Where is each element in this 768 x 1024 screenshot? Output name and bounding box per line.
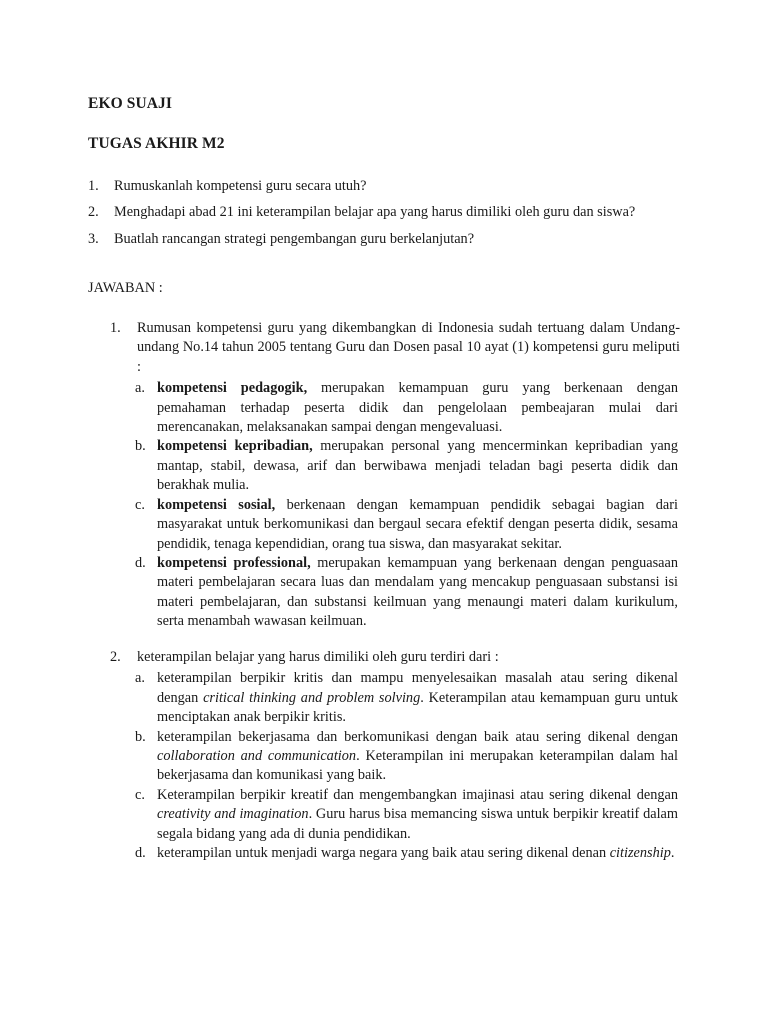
answer-subitem (135, 437, 680, 495)
question-list (88, 177, 680, 249)
section-spacer (110, 632, 680, 648)
subitem-description: merupakan personal yang mencerminkan kepribadian yang mantap, stabil, dewasa, arif dan berwibawa menjadi teladan bagi peserta didik dan berakhak mulia. (157, 438, 678, 494)
subitem-marker: c. (135, 786, 145, 803)
answer-subitem (135, 844, 680, 863)
subitem-description: merupakan kemampuan guru yang berkenaan dengan pemahaman terhadap peserta didik dan pengelolaan pembeajaran mulai dari merencanakan, melaksanakan sampai dengan mengevaluasi. (157, 380, 678, 435)
subitem-term-italic: collaboration and communication (157, 747, 357, 764)
answer-item (110, 319, 680, 377)
subitem-text (157, 437, 678, 495)
subitem-tail: . (670, 845, 675, 862)
answer-item (110, 648, 680, 667)
question-marker: 1. (88, 178, 99, 194)
document-subtitle: TUGAS AKHIR M2 (88, 134, 225, 152)
subitem-term: kompetensi professional, (157, 555, 311, 571)
question-item (88, 177, 680, 196)
question-text: Rumuskanlah kompetensi guru secara utuh? (114, 178, 367, 194)
answer-subitem (135, 786, 680, 844)
question-text: Buatlah rancangan strategi pengembangan guru berkelanjutan? (114, 230, 475, 247)
subitem-term-italic: citizenship (609, 845, 671, 862)
question-item (88, 203, 680, 222)
answers-section-label: JAWABAN : (88, 280, 163, 297)
subitem-marker: a. (135, 380, 145, 397)
subitem-marker: b. (135, 438, 146, 455)
answer-subitem (135, 496, 680, 554)
subitem-tail: . Keterampilan atau kemampuan guru untuk menciptakan anak berpikir kritis. (157, 689, 678, 726)
subitem-marker: d. (135, 555, 146, 571)
subitem-text (157, 728, 678, 786)
subitem-text (157, 379, 678, 437)
subitem-text (157, 496, 678, 554)
answer-marker: 2. (110, 648, 121, 665)
subitem-description: berkenaan dengan kemampuan pendidik sebagai bagian dari masyarakat untuk berkomunikasi dan bergaul secara efektif dengan peserta didik, sesama pendidik, tenaga kependidian, orang tua siswa, dan masyarakat sekitar. (157, 496, 679, 552)
answer-subitem (135, 554, 680, 632)
subitem-marker: c. (135, 496, 145, 513)
question-item (88, 230, 680, 249)
answer-intro-text: Rumusan kompetensi guru yang dikembangkan di Indonesia sudah tertuang dalam Undang-undang No.14 tahun 2005 tentang Guru dan Dosen pasal 10 ayat (1) kompetensi guru meliputi : (137, 319, 680, 375)
subitem-text (157, 844, 678, 863)
subitem-lead: Keterampilan berpikir kreatif dan mengembangkan imajinasi atau sering dikenal dengan (157, 786, 678, 803)
subitem-tail: . Keterampilan ini merupakan keterampilan dalam hal bekerjasama dan komunikasi yang baik. (157, 747, 678, 784)
subitem-lead: keterampilan berpikir kritis dan mampu menyelesaikan masalah atau sering dikenal dengan (157, 670, 678, 706)
subitem-term: kompetensi kepribadian, (157, 438, 313, 455)
subitem-term: kompetensi pedagogik, (157, 380, 308, 397)
answer-subitem (135, 379, 680, 437)
answer-subitem (135, 669, 680, 727)
subitem-marker: a. (135, 670, 145, 687)
subitem-tail: . Guru harus bisa memancing siswa untuk berpikir kreatif dalam segala bidang yang ada di dunia pendidikan. (157, 806, 679, 842)
subitem-marker: d. (135, 845, 146, 862)
subitem-text (157, 554, 678, 632)
answer-1-subitem-list (110, 379, 680, 632)
subitem-description: merupakan kemampuan yang berkenaan dengan penguasaan materi pembelajaran secara luas dan mendalam yang mencakup penguasaan substansi isi materi pembelajaran, dan substansi keilmuan yang menaungi materi dalam kurikulum, serta menambah wawasan keilmuan. (157, 555, 678, 630)
subitem-lead: keterampilan untuk menjadi warga negara yang baik atau sering dikenal denan (157, 845, 610, 862)
answer-list (88, 319, 680, 864)
question-marker: 2. (88, 204, 99, 221)
answer-2-subitem-list (110, 669, 680, 863)
question-marker: 3. (88, 230, 99, 247)
subitem-term: kompetensi sosial, (157, 496, 276, 513)
page-title: EKO SUAJI (88, 95, 173, 112)
answer-subitem (135, 728, 680, 786)
subitem-text (157, 669, 678, 727)
question-text: Menghadapi abad 21 ini keterampilan belajar apa yang harus dimiliki oleh guru dan siswa? (114, 204, 636, 221)
answer-marker: 1. (110, 319, 121, 336)
subitem-term-italic: critical thinking and problem solving (203, 689, 421, 706)
subitem-lead: keterampilan bekerjasama dan berkomunikasi dengan baik atau sering dikenal dengan (157, 728, 678, 745)
subitem-marker: b. (135, 728, 146, 745)
subitem-text (157, 786, 678, 844)
answer-intro-text: keterampilan belajar yang harus dimiliki oleh guru terdiri dari : (137, 648, 499, 665)
subitem-term-italic: creativity and imagination (157, 806, 309, 823)
